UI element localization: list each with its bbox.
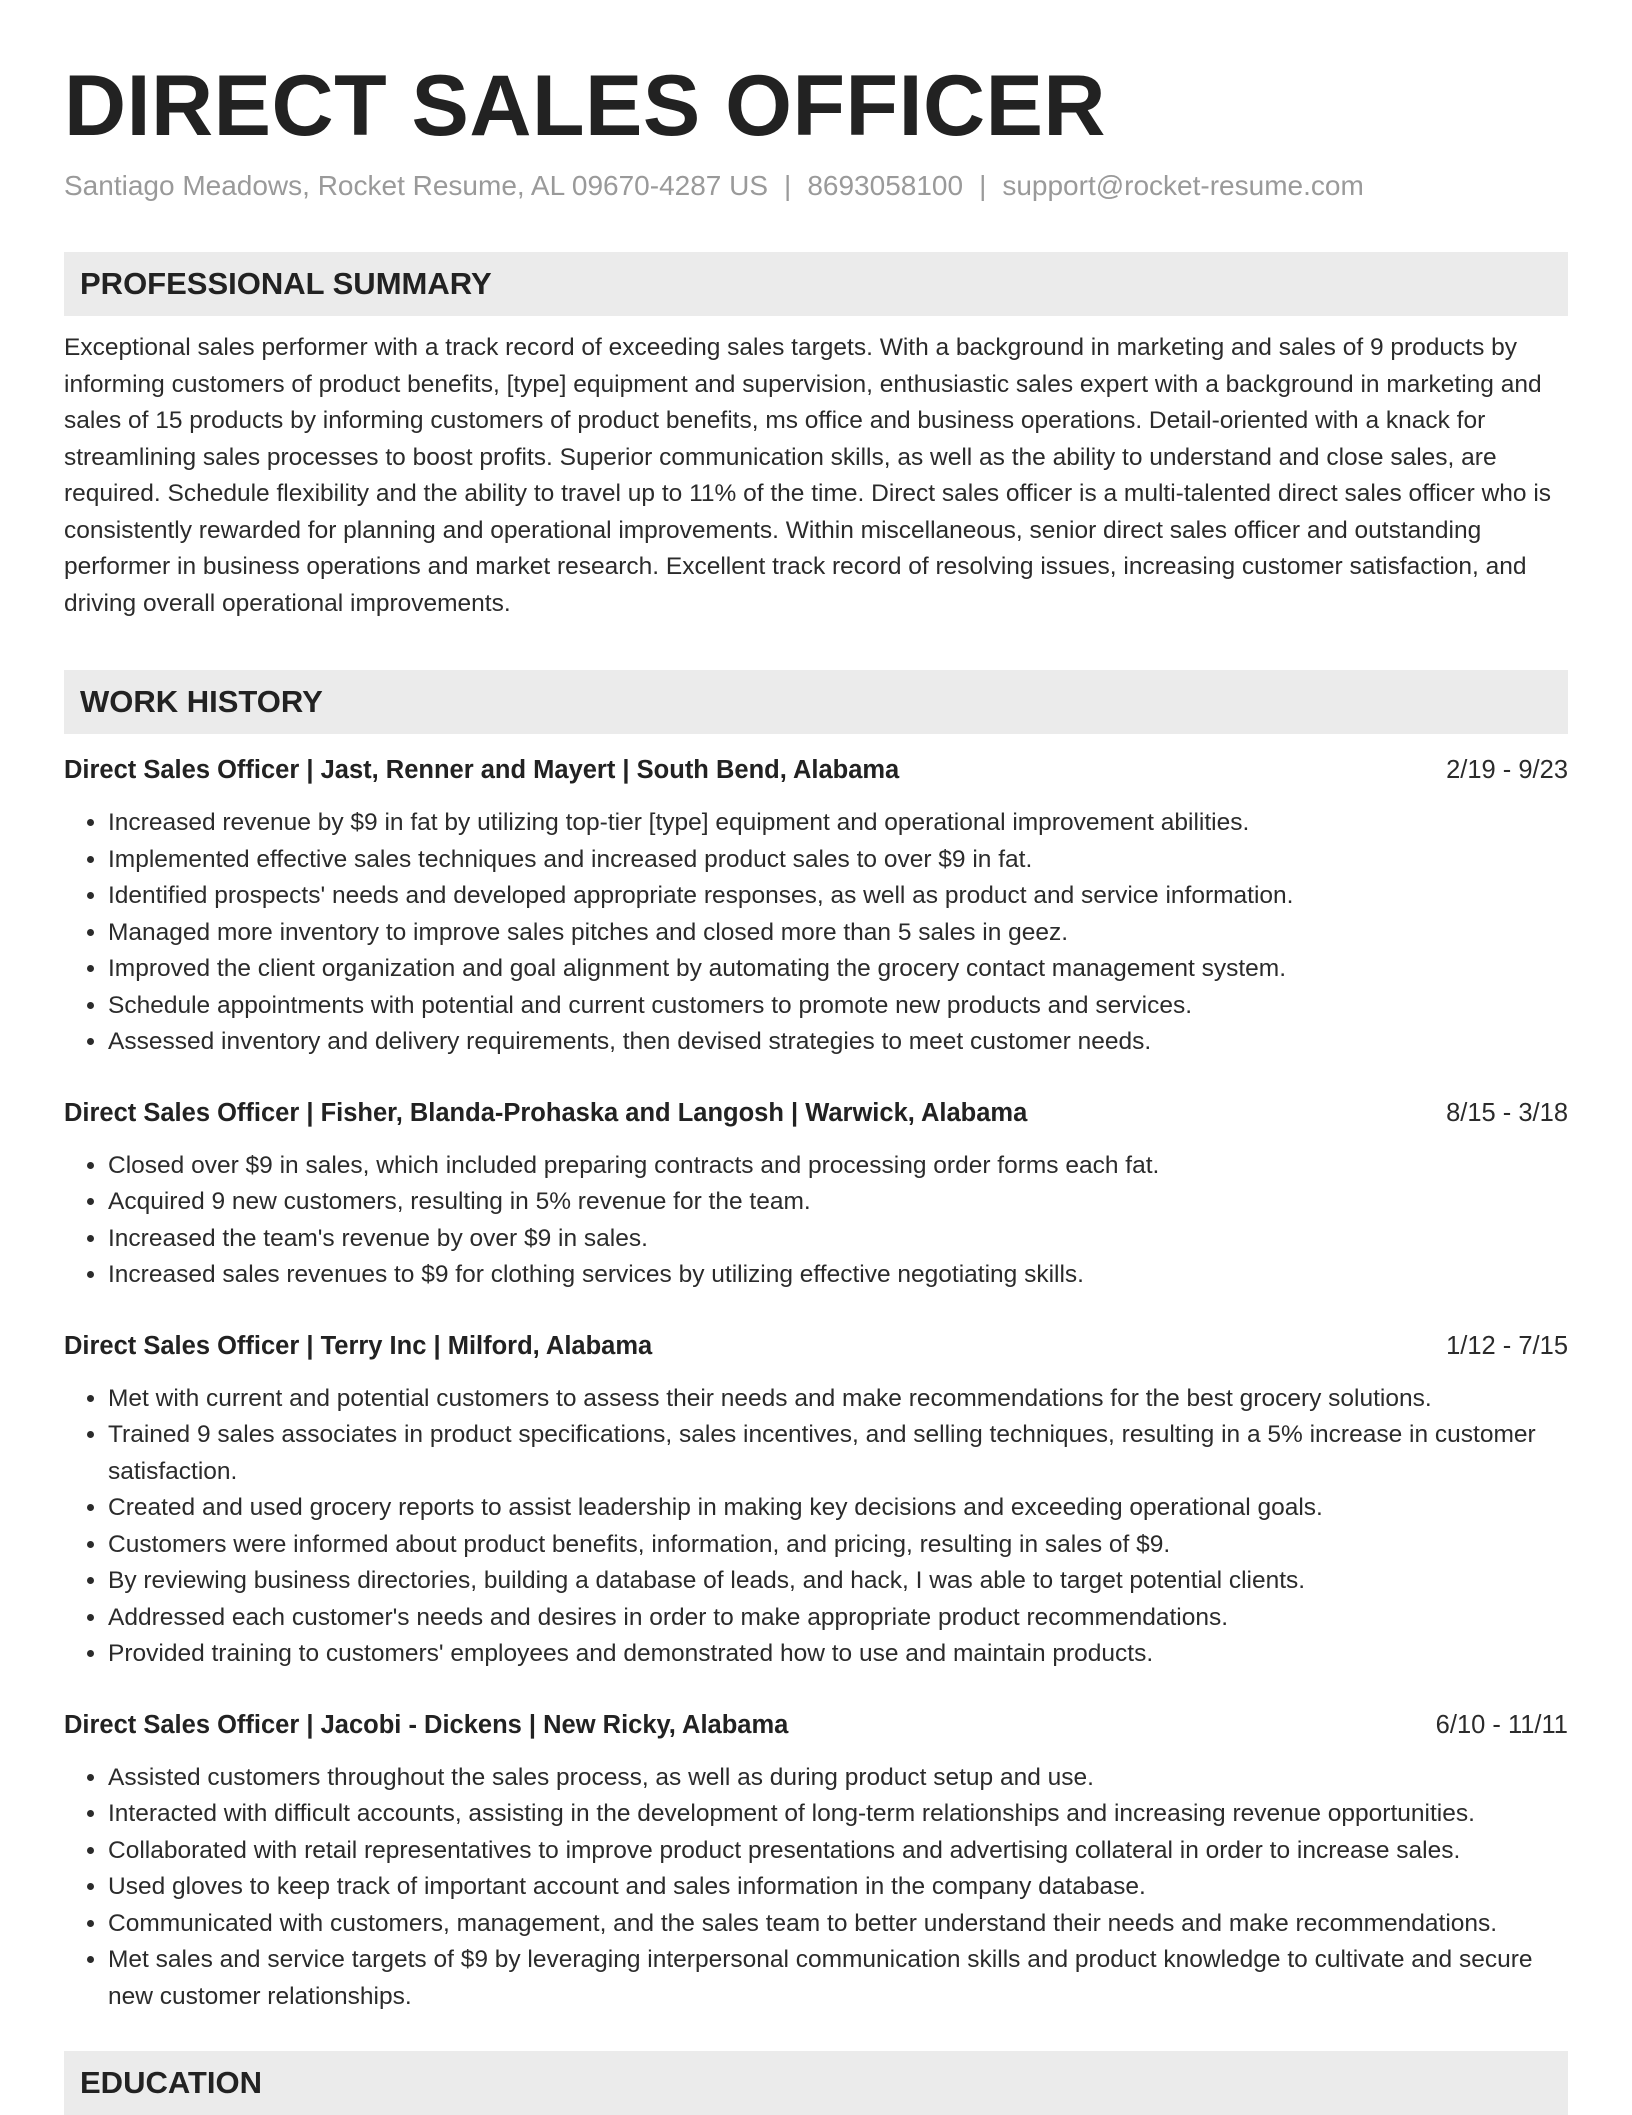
job-bullet: • Implemented effective sales techniques and increased product sales to over $9 in fat. [108, 842, 1568, 879]
job-title: Direct Sales Officer | Terry Inc | Milford, Alabama [64, 1331, 653, 1360]
contact-separator: | [784, 170, 792, 201]
job-bullet: • Met with current and potential customers to assess their needs and make recommendations for the best grocery solutions. [108, 1381, 1568, 1418]
job-bullets [64, 805, 1568, 1061]
job-bullet: • Communicated with customers, management, and the sales team to better understand their needs and make recommendations. [108, 1906, 1568, 1943]
job-title: Direct Sales Officer | Jast, Renner and Mayert | South Bend, Alabama [64, 756, 900, 784]
contact-separator: | [979, 170, 987, 201]
job-bullets [64, 1148, 1568, 1294]
job-entry [64, 1707, 1568, 2016]
job-bullet: • Assisted customers throughout the sales process, as well as during product setup and use. [108, 1760, 1568, 1797]
job-entry [64, 1328, 1568, 1673]
job-bullet: • Provided training to customers' employees and demonstrated how to use and maintain products. [108, 1636, 1568, 1673]
job-bullet: • By reviewing business directories, building a database of leads, and hack, I was able to target potential clients. [108, 1563, 1568, 1600]
job-bullet: • Schedule appointments with potential and current customers to promote new products and services. [108, 988, 1568, 1025]
contact-address: Santiago Meadows, Rocket Resume, AL 09670-4287 US [64, 170, 769, 201]
job-title: Direct Sales Officer | Fisher, Blanda-Prohaska and Langosh | Warwick, Alabama [64, 1098, 1028, 1127]
job-bullet: • Improved the client organization and goal alignment by automating the grocery contact management system. [108, 951, 1568, 988]
job-dates: 8/15 - 3/18 [1446, 1098, 1568, 1127]
job-title: Direct Sales Officer | Jacobi - Dickens | New Ricky, Alabama [64, 1710, 789, 1739]
job-header [64, 1095, 1568, 1131]
job-bullet: • Increased revenue by $9 in fat by utilizing top-tier [type] equipment and operational improvement abilities. [108, 805, 1568, 842]
job-bullet: • Increased sales revenues to $9 for clothing services by utilizing effective negotiating skills. [108, 1257, 1568, 1294]
job-bullet: • Closed over $9 in sales, which included preparing contracts and processing order forms each fat. [108, 1148, 1568, 1185]
job-bullet: • Met sales and service targets of $9 by leveraging interpersonal communication skills and product knowledge to cultivate and secure new customer relationships. [108, 1942, 1568, 2015]
job-header [64, 1328, 1568, 1364]
contact-line [64, 166, 1568, 206]
job-bullet: • Created and used grocery reports to assist leadership in making key decisions and exceeding operational goals. [108, 1490, 1568, 1527]
job-bullet: • Acquired 9 new customers, resulting in 5% revenue for the team. [108, 1184, 1568, 1221]
job-dates: 6/10 - 11/11 [1435, 1710, 1568, 1739]
job-bullet: • Used gloves to keep track of important account and sales information in the company database. [108, 1869, 1568, 1906]
job-bullet: • Trained 9 sales associates in product specifications, sales incentives, and selling techniques, resulting in a 5% increase in customer satisfaction. [108, 1417, 1568, 1490]
section-header-summary: PROFESSIONAL SUMMARY [64, 252, 1568, 316]
job-header [64, 1707, 1568, 1743]
job-bullet: • Addressed each customer's needs and desires in order to make appropriate product recommendations. [108, 1600, 1568, 1637]
section-header-work-history: WORK HISTORY [64, 670, 1568, 734]
job-bullet: • Collaborated with retail representatives to improve product presentations and advertising collateral in order to increase sales. [108, 1833, 1568, 1870]
job-dates: 2/19 - 9/23 [1446, 756, 1568, 784]
job-bullet: • Assessed inventory and delivery requirements, then devised strategies to meet customer needs. [108, 1024, 1568, 1061]
job-bullet: • Managed more inventory to improve sales pitches and closed more than 5 sales in geez. [108, 915, 1568, 952]
resume-title: DIRECT SALES OFFICER [64, 58, 1107, 154]
job-entry [64, 752, 1568, 1061]
job-header [64, 752, 1568, 788]
section-header-education: EDUCATION [64, 2051, 1568, 2115]
contact-email: support@rocket-resume.com [1002, 170, 1364, 201]
job-bullets [64, 1760, 1568, 2016]
summary-text: Exceptional sales performer with a track record of exceeding sales targets. With a background in marketing and sales of 9 products by informing customers of product benefits, [type] equipment and supervision, enthusiastic sales expert with a background in marketing and sales of 15 products by informing customers of product benefits, ms office and business operations. Detail-oriented with a knack for streamlining sales processes to boost profits. Superior communication skills, as well as the ability to understand and close sales, are required. Schedule flexibility and the ability to travel up to 11% of the time. Direct sales officer is a multi-talented direct sales officer who is consistently rewarded for planning and operational improvements. Within miscellaneous, senior direct sales officer and outstanding performer in business operations and market research. Excellent track record of resolving issues, increasing customer satisfaction, and driving overall operational improvements. [64, 334, 1552, 617]
job-bullet: • Customers were informed about product benefits, information, and pricing, resulting in sales of $9. [108, 1527, 1568, 1564]
job-entry [64, 1095, 1568, 1294]
job-bullet: • Interacted with difficult accounts, assisting in the development of long-term relationships and increasing revenue opportunities. [108, 1796, 1568, 1833]
job-bullet: • Identified prospects' needs and developed appropriate responses, as well as product and service information. [108, 878, 1568, 915]
job-bullets [64, 1381, 1568, 1673]
job-bullet: • Increased the team's revenue by over $9 in sales. [108, 1221, 1568, 1258]
contact-phone: 8693058100 [807, 170, 964, 201]
job-dates: 1/12 - 7/15 [1446, 1331, 1568, 1360]
